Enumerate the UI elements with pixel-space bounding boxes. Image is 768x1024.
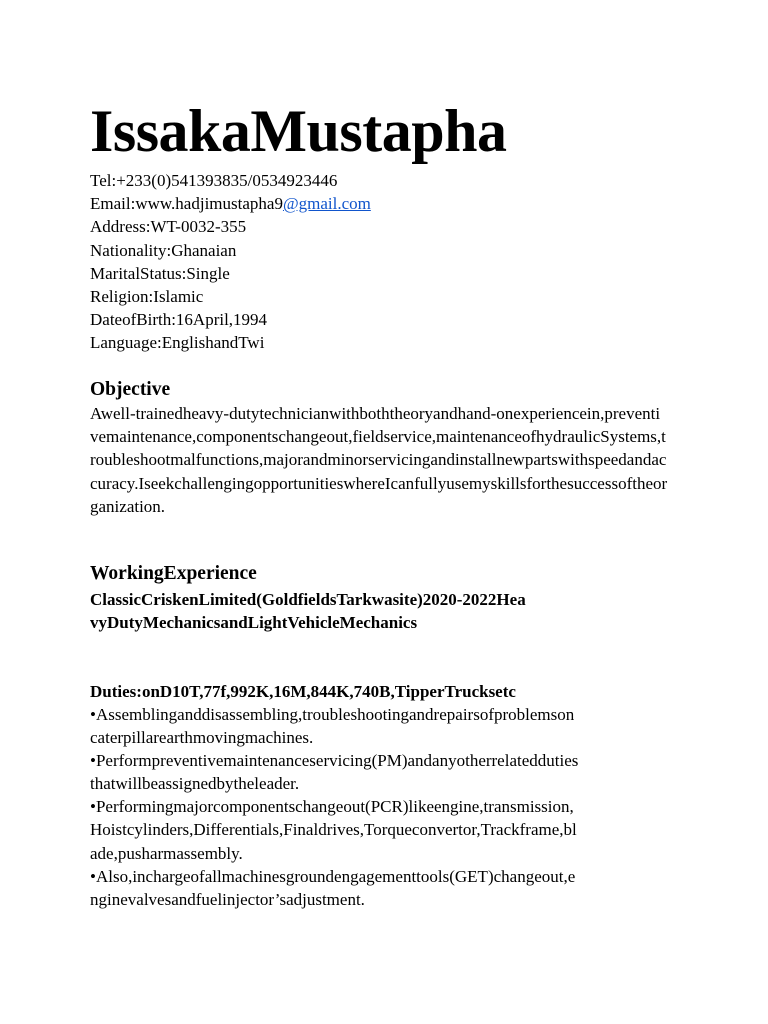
duty-item: •Assemblinganddisassembling,troubleshootingandrepairsofproblemsoncaterpillarearthmovingmachines. [90,705,575,748]
email-prefix: Email:www.hadjimustapha9 [90,194,283,214]
language-line: Language:EnglishandTwi [90,333,265,353]
duty-item: •Also,inchargeofallmachinesgroundengagementtools(GET)changeout,enginevalvesandfuelinjector’sadjustment. [90,866,576,909]
email-line [90,192,371,215]
applicant-name: IssakaMustapha [90,98,507,164]
objective-text: Awell-trainedheavy-dutytechnicianwithboththeoryandhand-onexperiencein,preventivemaintenance,componentschangeout,fieldservice,maintenanceofhydraulicSystems,troubleshootmalfunctions,majorandminorservicingandinstallnewpartswithspeedandaccuracy.IseekchallengingopportunitieswhereIcanfullyusemyskillsforthesuccessoftheorganization. [90,404,668,516]
duties-list [90,703,580,911]
duty-item: •Performingmajorcomponentschangeout(PCR)likeengine,transmission,Hoistcylinders,Differentials,Finaldrives,Torqueconvertor,Trackframe,blade,pusharmassembly. [90,797,577,863]
date-of-birth-line: DateofBirth:16April,1994 [90,310,268,330]
nationality-line: Nationality:Ghanaian [90,240,237,260]
duties-heading: Duties:onD10T,77f,992K,16M,844K,740B,TipperTrucksetc [90,682,516,701]
job-title: ClassicCriskenLimited(GoldfieldsTarkwasite)2020-2022HeavyDutyMechanicsandLightVehicleMechanics [90,590,526,632]
address-line: Address:WT-0032-355 [90,217,247,237]
email-link[interactable]: @gmail.com [282,194,371,214]
objective-heading: Objective [90,379,171,400]
duty-item: •Performpreventivemaintenanceservicing(PM)andanyotherrelateddutiesthatwillbeassignedbytheleader. [90,751,579,794]
religion-line: Religion:Islamic [90,287,204,307]
phone-line: Tel:+233(0)541393835/0534923446 [90,171,338,190]
marital-status-line: MaritalStatus:Single [90,263,230,283]
working-experience-heading: WorkingExperience [90,563,257,584]
contact-details [90,169,371,355]
